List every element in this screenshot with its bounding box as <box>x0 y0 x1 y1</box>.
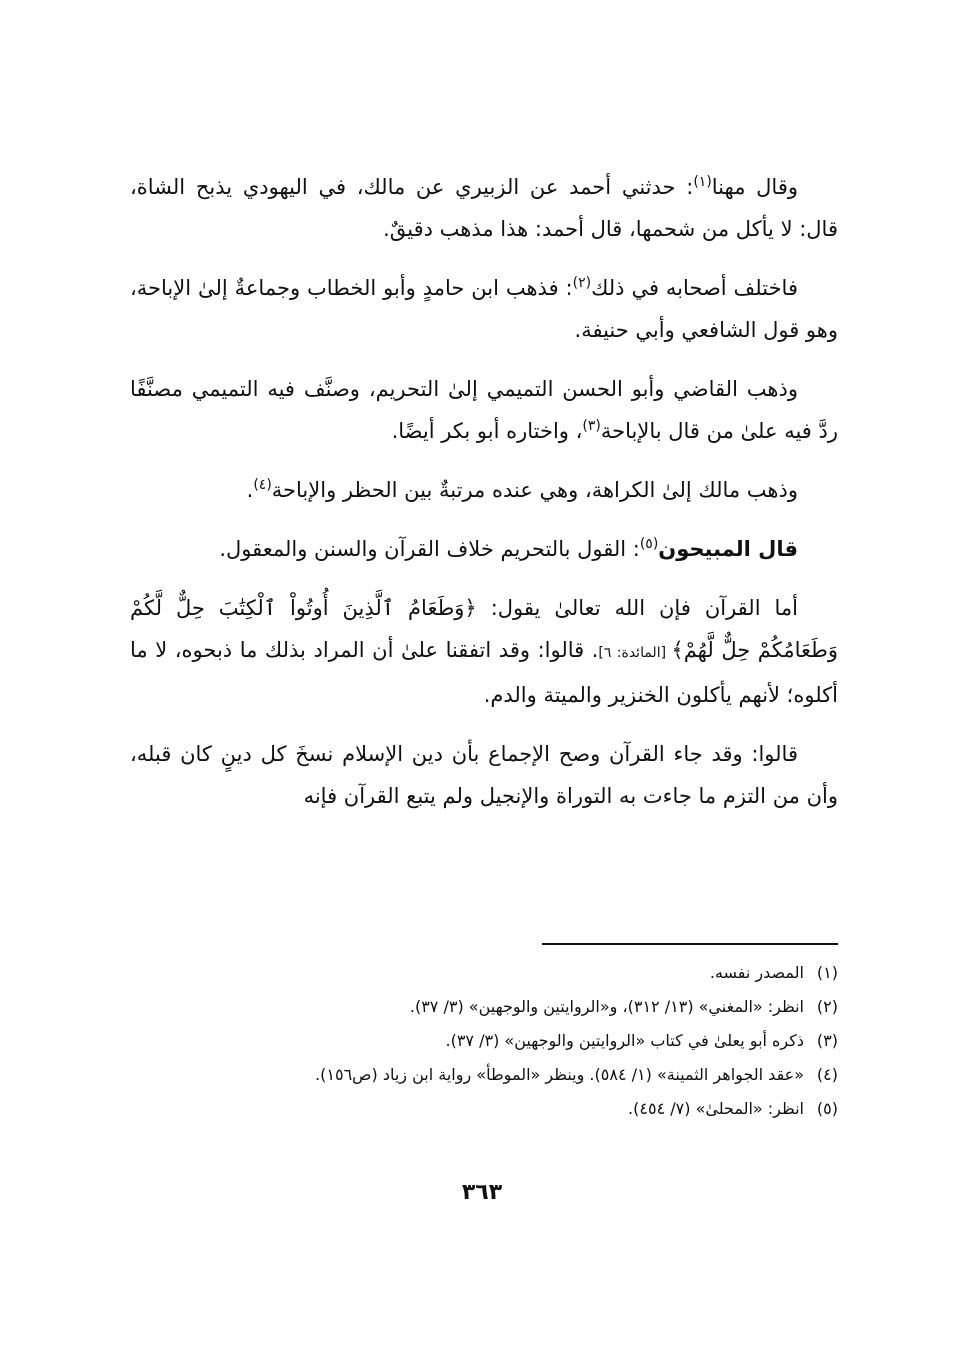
footnote-number: (٢) <box>816 997 838 1016</box>
paragraph-2-text-b: : فذهب ابن حامدٍ وأبو الخطاب وجماعةٌ إلىٰ الإباحة، وهو قول الشافعي وأبي حنيفة. <box>130 276 838 342</box>
paragraph-7-text-a: قالوا: وقد جاء القرآن وصح الإجماع بأن دين الإسلام نسخَ كل دينٍ كان قبله، وأن من التزم ما جاءت به التوراة والإنجيل ولم يتبع القرآن فإنه <box>130 742 838 808</box>
main-text <box>130 166 838 817</box>
footnote-ref-2[interactable]: (٢) <box>572 275 592 291</box>
paragraph-4-text-a: وذهب مالك إلىٰ الكراهة، وهي عنده مرتبةٌ بين الحظر والإباحة <box>271 478 798 502</box>
paragraph-4 <box>130 469 838 511</box>
footnote-4 <box>130 1060 838 1090</box>
paragraph-4-text-b: . <box>246 478 254 502</box>
page-number: ٣٦٣ <box>461 1180 503 1205</box>
footnote-divider <box>542 943 838 945</box>
footnote-number: (٥) <box>816 1099 838 1118</box>
footnote-2 <box>130 992 838 1022</box>
footnote-text: ذكره أبو يعلىٰ في كتاب «الروايتين والوجهين» (٣/ ٣٧). <box>445 1031 804 1050</box>
paragraph-5 <box>130 528 838 570</box>
paragraph-5-bold-lead: قال المبيحون <box>658 537 798 561</box>
footnotes-section <box>130 958 838 1128</box>
footnote-text: المصدر نفسه. <box>709 963 804 982</box>
paragraph-7 <box>130 733 838 817</box>
paragraph-6-text-a: أما القرآن فإن الله تعالىٰ يقول: <box>476 596 798 620</box>
paragraph-3-text-b: ، واختاره أبو بكر أيضًا. <box>391 419 583 443</box>
footnote-ref-4[interactable]: (٤) <box>253 477 272 493</box>
paragraph-6 <box>130 587 838 716</box>
footnote-text: انظر: «المغني» (١٣/ ٣١٢)، و«الروايتين والوجهين» (٣/ ٣٧). <box>409 997 804 1016</box>
verse-citation: [المائدة: ٦] <box>598 645 672 661</box>
paragraph-2 <box>130 267 838 351</box>
footnote-text: انظر: «المحلىٰ» (٧/ ٤٥٤). <box>628 1099 804 1118</box>
footnote-3 <box>130 1026 838 1056</box>
paragraph-2-text-a: فاختلف أصحابه في ذلك <box>591 276 798 300</box>
footnote-ref-3[interactable]: (٣) <box>582 418 601 434</box>
footnote-ref-1[interactable]: (١) <box>693 174 712 190</box>
paragraph-3-text-a: وذهب القاضي وأبو الحسن التميمي إلىٰ التحريم، وصنَّف فيه التميمي مصنَّفًا ردَّ فيه علىٰ من قال بالإباحة <box>130 377 838 443</box>
paragraph-1-text-a: وقال مهنا <box>711 175 798 199</box>
paragraph-1-text-b: : حدثني أحمد عن الزبيري عن مالك، في اليهودي يذبح الشاة، قال: لا يأكل من شحمها، قال أحمد: هذا مذهب دقيقٌ. <box>130 175 838 241</box>
footnote-5 <box>130 1094 838 1124</box>
footnote-text: «عقد الجواهر الثمينة» (١/ ٥٨٤). وينظر «الموطأ» رواية ابن زياد (ص١٥٦). <box>315 1065 804 1084</box>
paragraph-6-text-b: . قالوا: وقد اتفقنا علىٰ أن المراد بذلك ما ذبحوه، لا ما أكلوه؛ لأنهم يأكلون الخنزير والميتة والدم. <box>130 638 838 707</box>
footnote-number: (١) <box>816 963 838 982</box>
paragraph-5-text-b: : القول بالتحريم خلاف القرآن والسنن والمعقول. <box>219 537 640 561</box>
footnote-ref-5[interactable]: (٥) <box>639 536 659 552</box>
footnote-number: (٤) <box>816 1065 838 1084</box>
footnote-number: (٣) <box>816 1031 838 1050</box>
paragraph-1 <box>130 166 838 250</box>
footnote-1 <box>130 958 838 988</box>
paragraph-3 <box>130 368 838 452</box>
quran-verse: ﴿وَطَعَامُ ٱلَّذِينَ أُوتُواْ ٱلْكِتَٰبَ حِلٌّ لَّكُمْ وَطَعَامُكُمْ حِلٌّ لَّهُمْ﴾ <box>130 596 838 662</box>
